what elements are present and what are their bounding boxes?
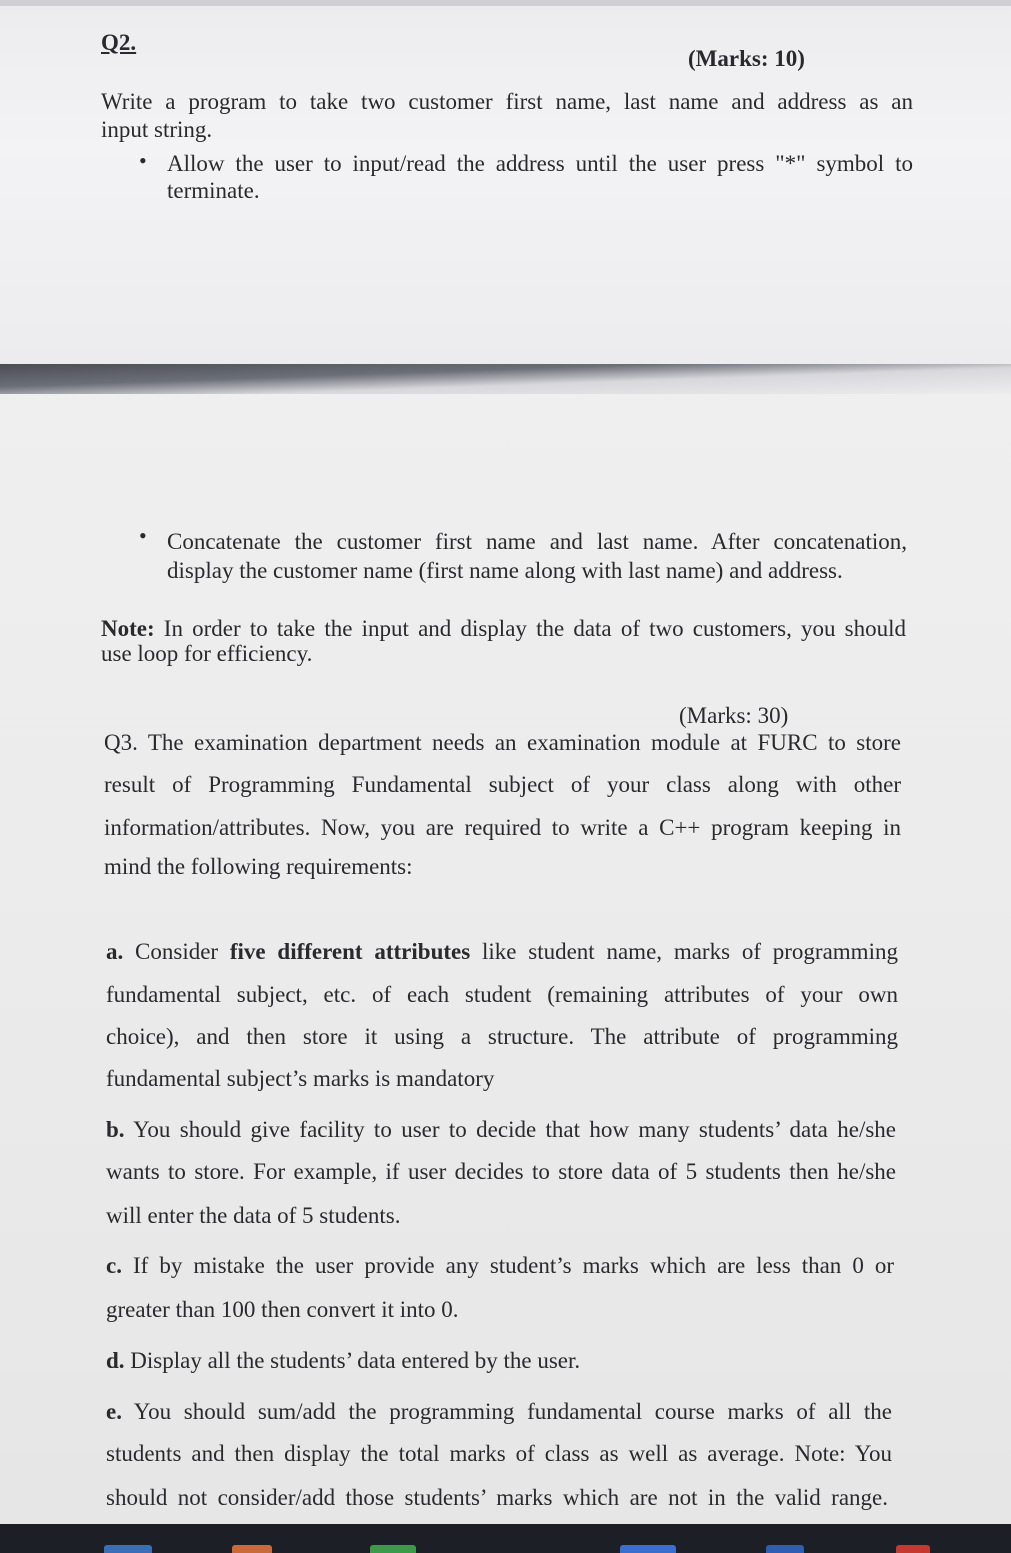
q2-intro-line1: Write a program to take two customer first name, last name and address as an <box>101 89 913 114</box>
q2-bullet1-line1: Allow the user to input/read the address until the user press "*" symbol to <box>167 151 913 176</box>
q3-item-a-line4: fundamental subject’s marks is mandatory <box>106 1066 495 1091</box>
item-a-text-bold: five different attributes <box>229 939 471 964</box>
q3-intro-line2: result of Programming Fundamental subject of your class along with other <box>104 772 901 797</box>
item-d-label: d. <box>106 1348 125 1373</box>
q3-item-c-line1 <box>106 1252 894 1280</box>
taskbar-app-icon[interactable] <box>232 1545 272 1553</box>
taskbar-app-icon[interactable] <box>766 1545 804 1553</box>
note-text: In order to take the input and display the data of two customers, you should <box>154 616 906 641</box>
item-a-text-post: like student name, marks of programming <box>470 939 898 964</box>
q3-intro-line4: mind the following requirements: <box>104 854 413 879</box>
q3-item-e-line3: should not consider/add those students’ marks which are not in the valid range. <box>106 1485 888 1510</box>
item-a-text-pre: Consider <box>123 939 230 964</box>
q2-intro-line2: input string. <box>101 117 213 142</box>
q2-heading: Q2. <box>101 30 137 55</box>
q3-item-b-line3: will enter the data of 5 students. <box>106 1203 401 1228</box>
q2-bullet1-line2: terminate. <box>167 178 260 203</box>
page-divider <box>0 364 1011 394</box>
item-b-label: b. <box>106 1117 125 1142</box>
q3-marks: (Marks: 30) <box>679 703 789 728</box>
item-b-text: You should give facility to user to decide that how many students’ data he/she <box>124 1117 896 1142</box>
q2-bullet2-line2: display the customer name (first name along with last name) and address. <box>167 558 843 583</box>
taskbar-app-icon[interactable] <box>620 1545 676 1553</box>
item-c-label: c. <box>106 1253 122 1278</box>
taskbar-app-icon[interactable] <box>370 1545 416 1553</box>
note-label: Note: <box>101 616 155 641</box>
q2-note-line2: use loop for efficiency. <box>101 641 313 666</box>
q3-item-b-line2: wants to store. For example, if user decides to store data of 5 students then he/she <box>106 1159 896 1184</box>
bullet-icon: • <box>139 148 147 173</box>
q3-item-a-line3: choice), and then store it using a structure. The attribute of programming <box>106 1024 898 1049</box>
q2-bullet2-line1: Concatenate the customer first name and last name. After concatenation, <box>167 529 907 554</box>
q3-item-a-line2: fundamental subject, etc. of each student (remaining attributes of your own <box>106 982 898 1007</box>
q3-item-c-line2: greater than 100 then convert it into 0. <box>106 1297 459 1322</box>
item-c-text: If by mistake the user provide any student’s marks which are less than 0 or <box>121 1253 894 1278</box>
q3-intro-line1: Q3. The examination department needs an examination module at FURC to store <box>104 730 901 755</box>
page-top-edge <box>0 0 1011 6</box>
q3-item-e-line1 <box>106 1398 892 1426</box>
item-e-label: e. <box>106 1399 122 1424</box>
taskbar-app-icon[interactable] <box>104 1545 152 1553</box>
item-e-text: You should sum/add the programming fundamental course marks of all the <box>121 1399 892 1424</box>
bullet-icon: • <box>139 523 147 548</box>
q2-marks: (Marks: 10) <box>688 46 805 71</box>
q3-item-a-line1 <box>106 938 898 966</box>
item-a-label: a. <box>106 939 124 964</box>
taskbar-app-icon[interactable] <box>896 1545 930 1553</box>
upper-document-page <box>0 0 1011 368</box>
q3-intro-line3: information/attributes. Now, you are required to write a C++ program keeping in <box>104 815 901 840</box>
q2-note-line1 <box>101 615 906 643</box>
item-d-text: Display all the students’ data entered by the user. <box>124 1348 581 1373</box>
q3-item-d-line1 <box>106 1347 580 1375</box>
q3-item-b-line1 <box>106 1116 896 1144</box>
q3-item-e-line2: students and then display the total marks of class as well as average. Note: You <box>106 1441 892 1466</box>
